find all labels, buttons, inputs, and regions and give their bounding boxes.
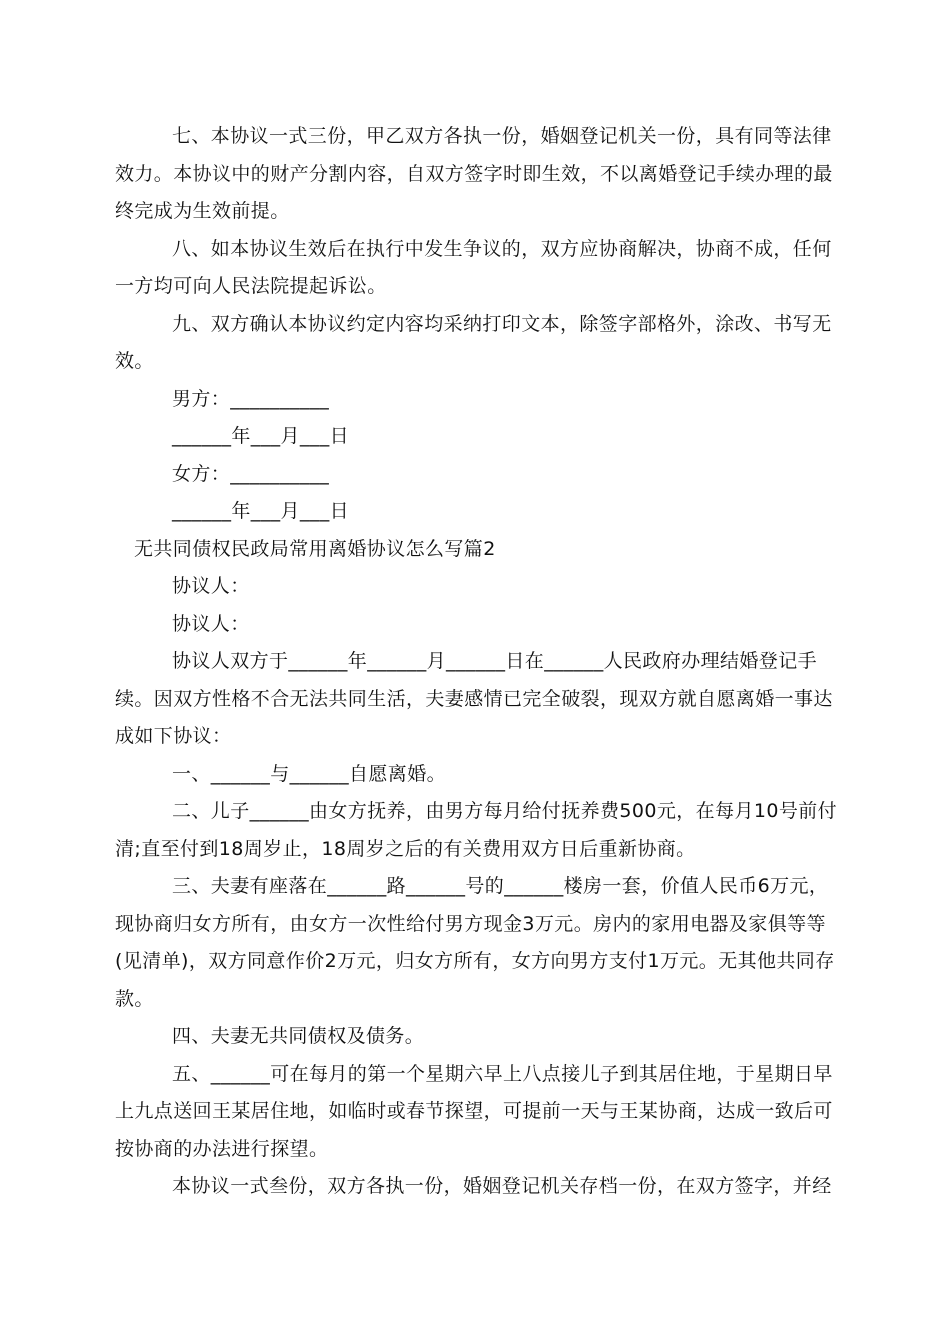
clause-four: 四、夫妻无共同债权及债务。 <box>172 1025 425 1047</box>
party-one-label: 协议人： <box>172 575 250 597</box>
clause-two: 二、儿子______由女方抚养，由男方每月给付抚养费500元，在每月10号前付清;直至付到18周岁止，18周岁之后的有关费用双方日后重新协商。 <box>115 800 838 860</box>
party-two-label: 协议人： <box>172 613 250 635</box>
clause-eight: 八、如本协议生效后在执行中发生争议的，双方应协商解决，协商不成，任何一方均可向人民法院提起诉讼。 <box>115 237 832 297</box>
male-date-line: ______年___月___日 <box>172 425 350 447</box>
clause-nine: 九、双方确认本协议约定内容均采纳打印文本，除签字部格外，涂改、书写无效。 <box>115 312 832 372</box>
agreement-clauses-bottom <box>115 643 843 1206</box>
female-signature-line: 女方：__________ <box>172 463 330 485</box>
female-date-line: ______年___月___日 <box>172 500 350 522</box>
clause-three: 三、夫妻有座落在______路______号的______楼房一套，价值人民币6万元，现协商归女方所有，由女方一次性给付男方现金3万元。房内的家用电器及家俱等等(见清单)，双方同意作价2万元，归女方所有，女方向男方支付1万元。无其他共同存款。 <box>115 875 835 1010</box>
clause-seven: 七、本协议一式三份，甲乙双方各执一份，婚姻登记机关一份，具有同等法律效力。本协议中的财产分割内容，自双方签字时即生效，不以离婚登记手续办理的最终完成为生效前提。 <box>115 125 833 222</box>
male-signature-line: 男方：__________ <box>172 388 330 410</box>
agreement-clauses-top <box>115 118 843 381</box>
clause-one: 一、______与______自愿离婚。 <box>172 762 447 785</box>
section-title: 无共同债权民政局常用离婚协议怎么写篇2 <box>134 538 496 560</box>
closing-clause: 本协议一式叁份，双方各执一份，婚姻登记机关存档一份，在双方签字，并经 <box>172 1175 832 1197</box>
agreement-intro: 协议人双方于______年______月______日在______人民政府办理结婚登记手续。因双方性格不合无法共同生活，夫妻感情已完全破裂，现双方就自愿离婚一事达成如下协议： <box>115 650 833 747</box>
clause-five: 五、______可在每月的第一个星期六早上八点接儿子到其居住地，于星期日早上九点送回王某居住地，如临时或春节探望，可提前一天与王某协商，达成一致后可按协商的办法进行探望。 <box>115 1062 833 1160</box>
